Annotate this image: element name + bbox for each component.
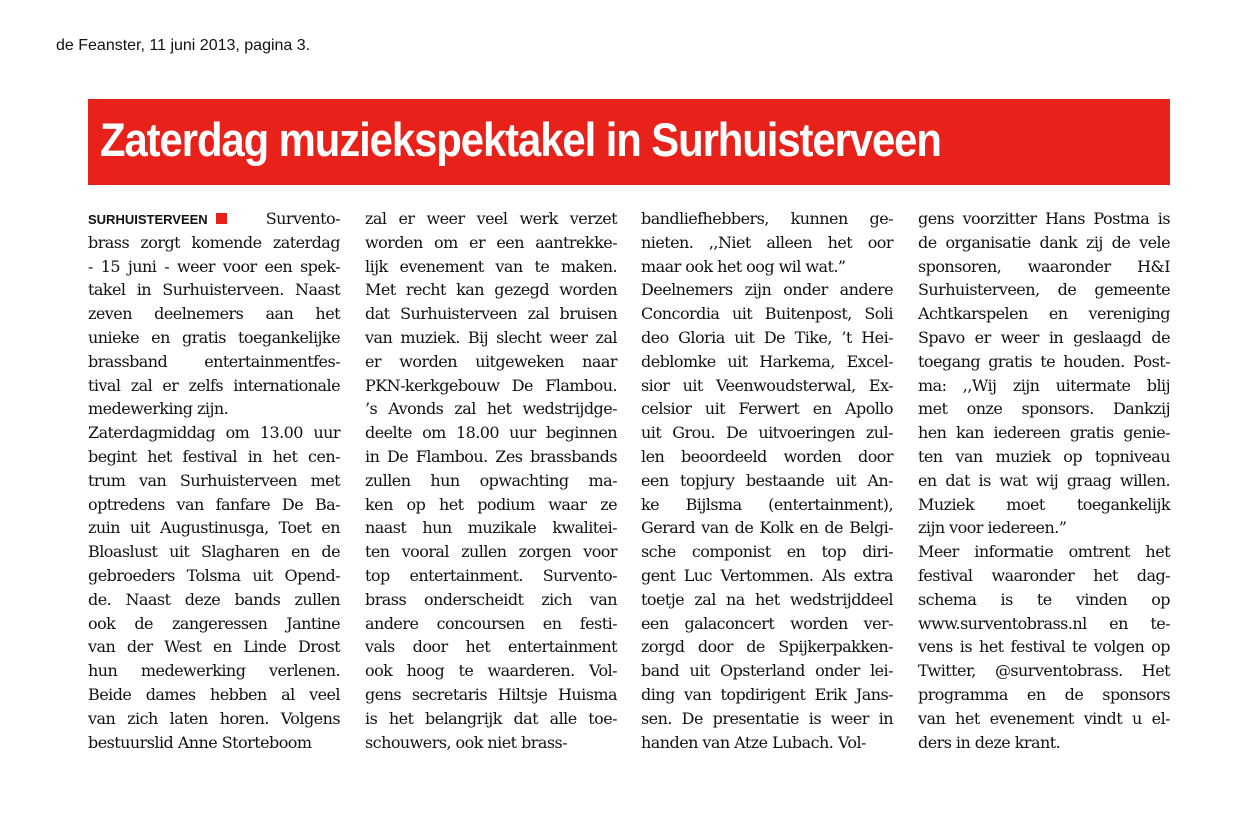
article-line: hun medewerking verlenen. [88,661,340,681]
article-line: Bloaslust uit Slagharen en de [88,542,340,562]
article-line: deo Gloria uit De Tike, ’t Hei- [641,327,893,347]
article-line: hen kan iedereen gratis genie- [918,423,1170,443]
article-line: sche componist en top diri- [641,542,893,562]
article-line: van zich laten horen. Volgens [88,708,340,728]
article-line: sponsoren, waaronder H&I [918,256,1170,276]
article-line: Met recht kan gezegd worden [365,280,617,300]
first-line [88,207,340,231]
article-line: vals door het entertainment [365,637,617,657]
article-line: Deelnemers zijn onder andere [641,280,893,300]
article-line: medewerking zijn. [88,399,229,419]
column-lines [88,231,340,755]
article-line: ding van topdirigent Erik Jans- [641,684,893,704]
article-line: de organisatie dank zij de vele [918,232,1170,252]
article-line: een galaconcert worden ver- [641,613,893,633]
article-line: ke Bijlsma (entertainment), [641,494,893,514]
article-line: worden om er een aantrekke- [365,232,617,252]
article-line: ma: ,,Wij zijn uitermate blij [918,375,1170,395]
article-line: Muziek moet toegankelijk [918,494,1170,514]
article-line: toetje zal na het wedstrijddeel [641,589,893,609]
column-lines [641,207,893,754]
article-line: andere concoursen en festi- [365,613,617,633]
article-line: sior uit Veenwoudsterwal, Ex- [641,375,893,395]
article-line: zijn voor iedereen.” [918,518,1067,538]
article-line: Twitter, @surventobrass. Het [918,661,1170,681]
article-line: Surhuisterveen, de gemeente [918,280,1170,300]
headline-bar [88,99,1170,185]
article-line: optredens van fanfare De Ba- [88,494,340,514]
article-line: gens voorzitter Hans Postma is [918,209,1170,228]
article-line: zuin uit Augustinusga, Toet en [88,518,340,538]
article-line: ten vooral zullen zorgen voor [365,542,617,562]
article-line: uit Grou. De uitvoeringen zul- [641,423,893,443]
dateline: SURHUISTERVEEN [88,212,208,227]
article-line: programma en de sponsors [918,684,1170,704]
article-column-2 [365,207,617,754]
article-line: len beoordeeld worden door [641,446,893,466]
article-line: zeven deelnemers aan het [88,304,340,324]
article-line: ken op het podium waar ze [365,494,617,514]
article-line: de. Naast deze bands zullen [88,589,340,609]
article-line: ten van muziek op topniveau [918,446,1170,466]
article-line: unieke en gratis toegankelijke [88,327,340,347]
article-line: ook hoog te waarderen. Vol- [365,661,617,681]
article-line: maar ook het oog wil wat.” [641,256,846,276]
article-line: naast hun muzikale kwalitei- [365,518,617,538]
column-lines [365,207,617,754]
article-line: trum van Surhuisterveen met [88,470,340,490]
article-line: met onze sponsors. Dankzij [918,399,1170,419]
article-line: bestuurslid Anne Storteboom [88,732,312,752]
source-line: de Feanster, 11 juni 2013, pagina 3. [56,37,311,54]
column-lines [918,207,1170,754]
article-line: zorgd door de Spijkerpakken- [641,637,893,657]
article-column-1 [88,207,340,754]
article-line: Zaterdagmiddag om 13.00 uur [88,423,340,443]
first-word: Survento- [265,209,340,228]
article-line: begint het festival in het cen- [88,446,340,466]
article-line: celsior uit Ferwert en Apollo [641,399,893,419]
article-line: - 15 juni - weer voor een spek- [88,256,340,276]
article-line: dat Surhuisterveen zal bruisen [365,304,617,324]
article-line: ook de zangeressen Jantine [88,613,340,633]
article-line: van muziek. Bij slecht weer zal [365,327,617,347]
dateline-marker-icon [216,213,227,224]
article-line: ’s Avonds zal het wedstrijdge- [365,399,617,419]
article-line: gebroeders Tolsma uit Opend- [88,565,340,585]
article-line: Concordia uit Buitenpost, Soli [641,304,893,324]
article-line: van der West en Linde Drost [88,637,340,657]
article-line: ders in deze krant. [918,732,1061,752]
article-line: zal er weer veel werk verzet [365,209,617,228]
article-line: handen van Atze Lubach. Vol- [641,732,866,752]
article-line: Gerard van de Kolk en de Belgi- [641,518,893,538]
article-line: top entertainment. Survento- [365,565,617,585]
article-line: deblomke uit Harkema, Excel- [641,351,893,371]
article-line: Meer informatie omtrent het [918,542,1170,562]
article-line: PKN-kerkgebouw De Flambou. [365,375,617,395]
article-line: band uit Opsterland onder lei- [641,661,893,681]
article-line: zullen hun opwachting ma- [365,470,617,490]
article-line: lijk evenement van te maken. [365,256,617,276]
article-line: gens secretaris Hiltsje Huisma [365,684,617,704]
article-line: festival waaronder het dag- [918,565,1170,585]
article-line: Beide dames hebben al veel [88,684,340,704]
article-line: Spavo er weer in geslaagd de [918,327,1170,347]
article-line: vens is het festival te volgen op [918,637,1170,657]
article-line: tival zal er zelfs internationale [88,375,340,395]
article-line: sen. De presentatie is weer in [641,708,893,728]
article-column-3 [641,207,893,754]
article-line: deelte om 18.00 uur beginnen [365,423,617,443]
article-line: van het evenement vindt u el- [918,708,1170,728]
article-line: schema is te vinden op [918,589,1170,609]
article-line: takel in Surhuisterveen. Naast [88,280,340,300]
article-line: brass onderscheidt zich van [365,589,617,609]
article-line: brassband entertainmentfes- [88,351,340,371]
article-line: en dat is wat wij graag willen. [918,470,1170,490]
article-line: bandliefhebbers, kunnen ge- [641,209,893,228]
headline: Zaterdag muziekspektakel in Surhuisterveen [100,113,941,166]
article-line: een topjury bestaande uit An- [641,470,893,490]
article-line: Achtkarspelen en vereniging [918,304,1170,324]
article-line: toegang gratis te houden. Post- [918,351,1170,371]
article-line: schouwers, ook niet brass- [365,732,568,752]
article-line: in De Flambou. Zes brassbands [365,446,617,466]
article-line: gent Luc Vertommen. Als extra [641,565,893,585]
article-line: is het belangrijk dat alle toe- [365,708,617,728]
article-line: www.surventobrass.nl en te- [918,613,1170,633]
article-column-4 [918,207,1170,754]
article-line: brass zorgt komende zaterdag [88,232,340,252]
article-line: nieten. ,,Niet alleen het oor [641,232,893,252]
article-line: er worden uitgeweken naar [365,351,617,371]
